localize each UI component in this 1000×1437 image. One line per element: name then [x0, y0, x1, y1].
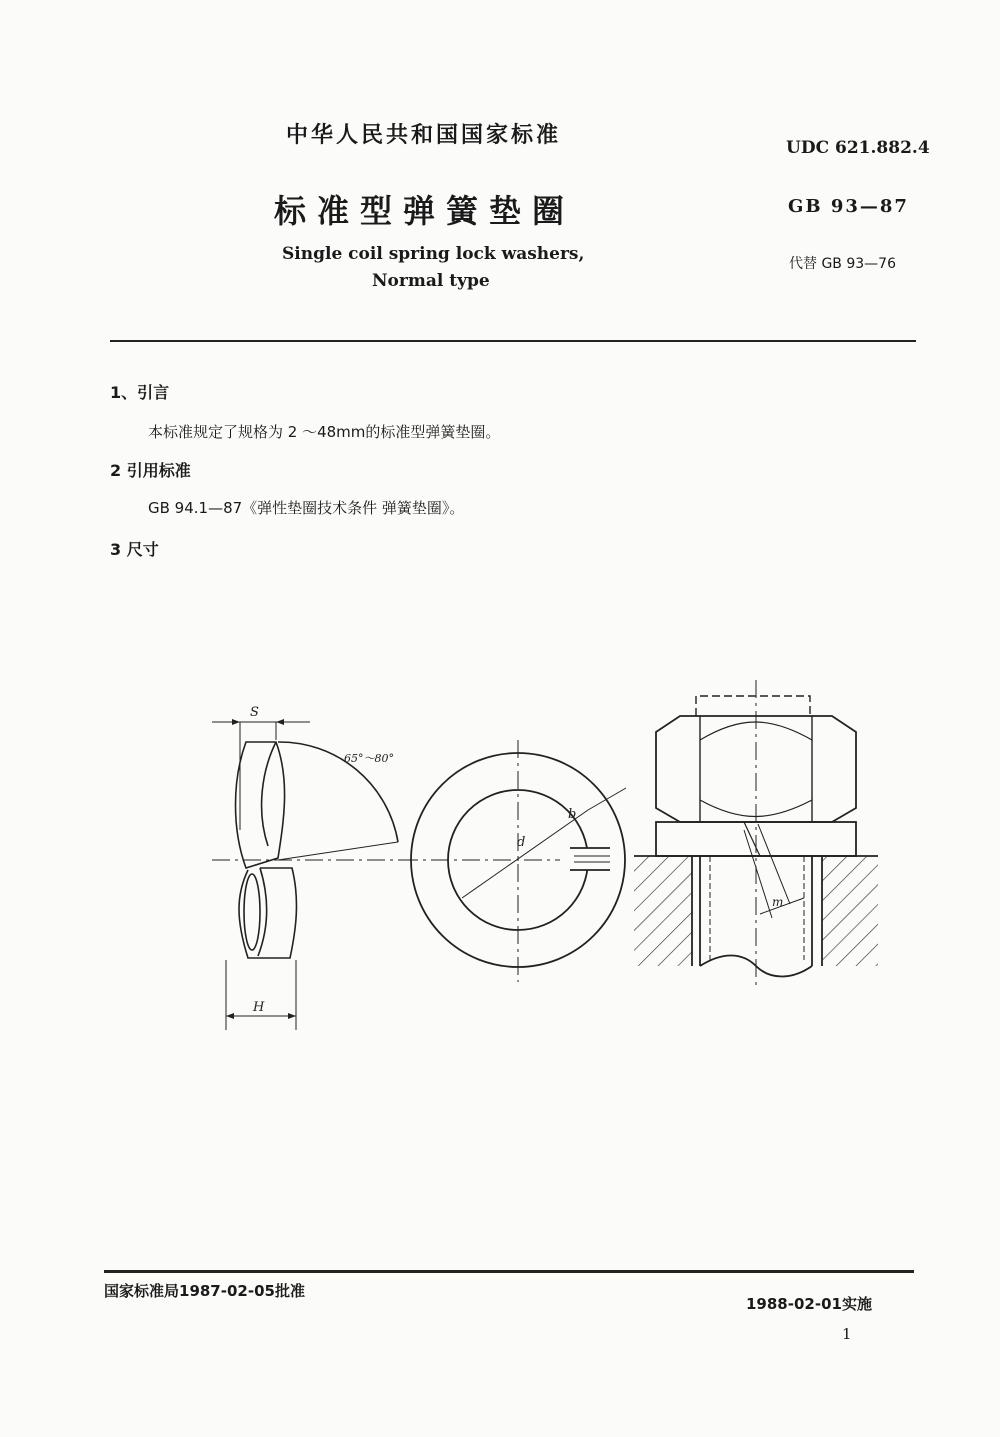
side-view [212, 719, 400, 1030]
page-number: 1 [842, 1325, 852, 1343]
approval-date: 国家标准局1987-02-05批准 [104, 1282, 305, 1300]
section-2-heading: 2 引用标准 [110, 461, 191, 480]
document-title-en-line1: Single coil spring lock washers, [282, 244, 585, 264]
footer-divider [104, 1270, 914, 1273]
top-view [400, 740, 626, 982]
section-1-body: 本标准规定了规格为 2 ～48mm的标准型弹簧垫圈。 [148, 423, 501, 441]
label-h: H [253, 1000, 265, 1015]
udc-code: UDC 621.882.4 [786, 138, 930, 158]
replaces-note: 代替 GB 93—76 [789, 256, 896, 272]
section-3-heading: 3 尺寸 [110, 540, 159, 559]
assembly-view [634, 680, 878, 990]
section-1-heading: 1、引言 [110, 383, 170, 402]
standard-number: GB 93—87 [788, 196, 909, 217]
national-standard-heading: 中华人民共和国国家标准 [286, 123, 562, 148]
label-angle: 65°～80° [344, 752, 394, 765]
section-2-body: GB 94.1—87《弹性垫圈技术条件 弹簧垫圈》。 [148, 499, 465, 517]
label-m: m [772, 895, 784, 909]
label-s: S [250, 705, 259, 720]
effective-date: 1988-02-01实施 [746, 1295, 872, 1313]
label-d: d [517, 835, 526, 850]
document-title-en-line2: Normal type [372, 271, 490, 291]
document-title-cn: 标准型弹簧垫圈 [274, 192, 576, 230]
label-b: b [568, 807, 577, 822]
